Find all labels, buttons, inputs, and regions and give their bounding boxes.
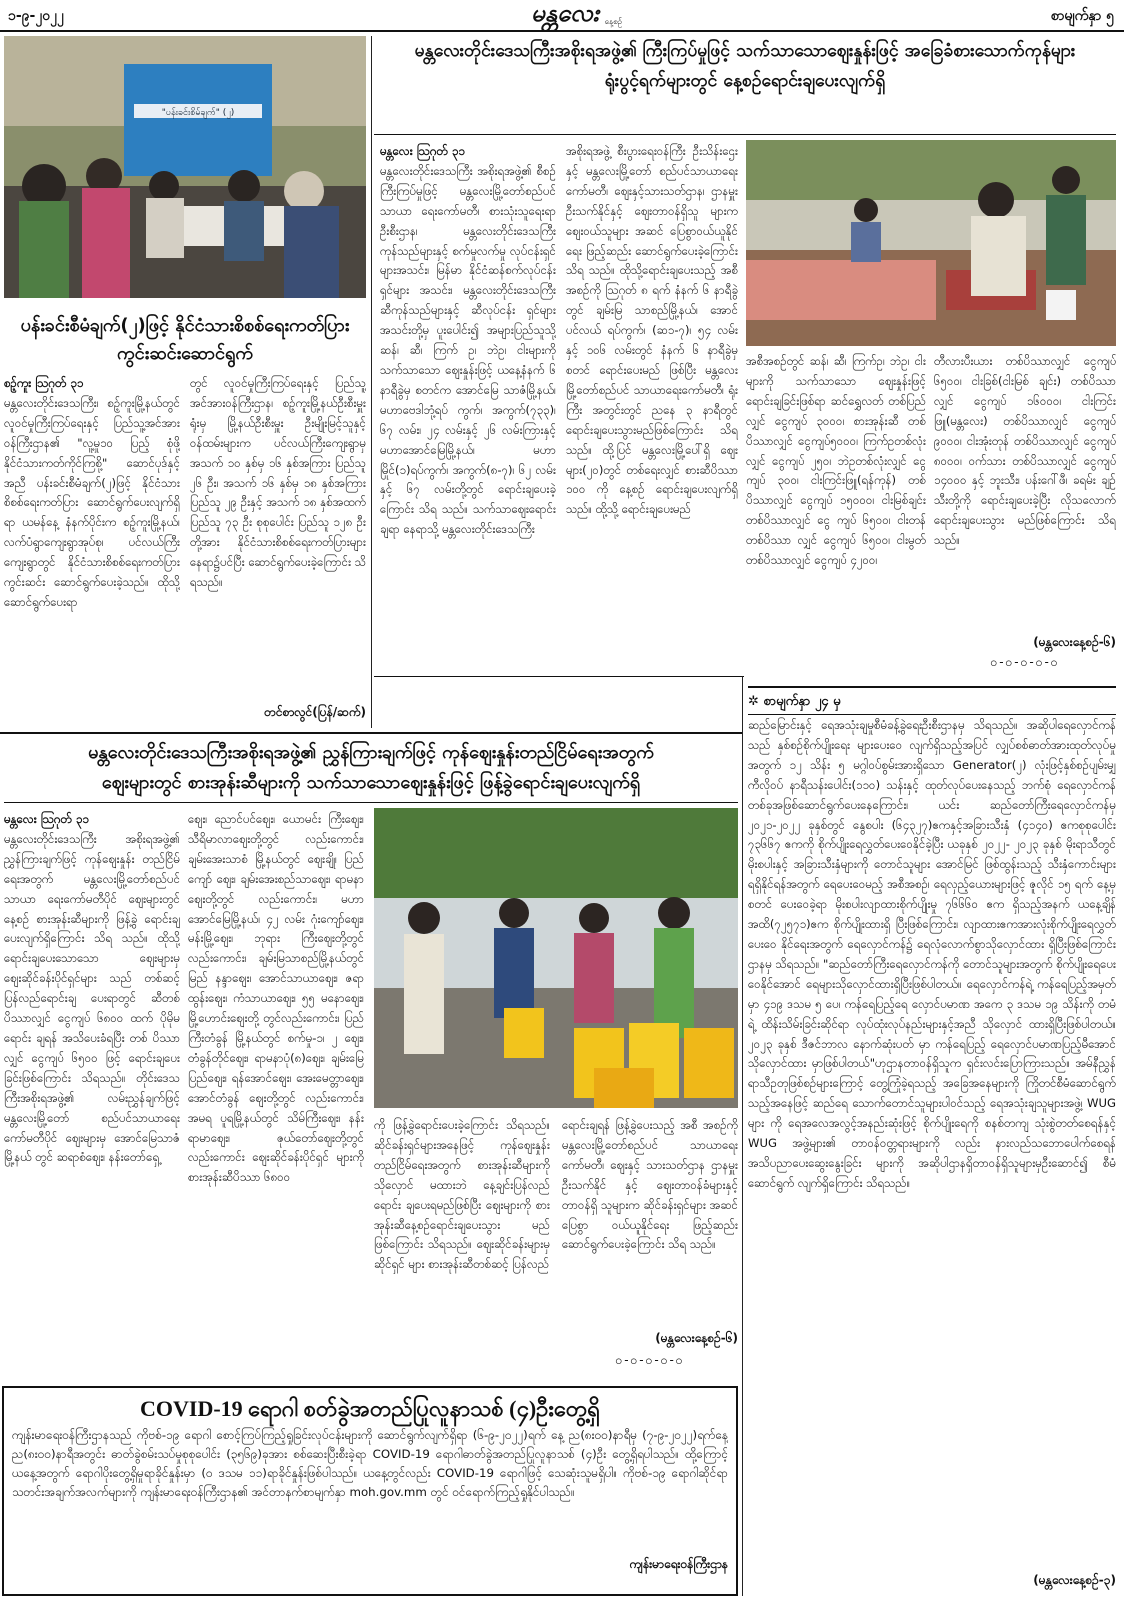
headline-line-2: ရုံးပွင့်ရက်များတွင် နေ့စဉ်ရောင်းချပေးလျက်ရှိ [604,71,886,91]
masthead-title: မန္တလေး [531,0,599,27]
body-text: အစိုးရအဖွဲ့ စီးပွားရေးဝန်ကြီး ဦးသိန်းဌေးနှင့် မန္တလေးမြို့တော် စည်ပင်သာယာရေးကော်မတီ၊ ဈေးနှင့်သားသတ်ဌာန၊ ဌာနမှူး ဦးသက်နိုင်နှင့် ဈေးတာဝန်ရှိသူ များက ဈေးဝယ်သူများ အဆင် ပြေစွာဝယ်ယူနိုင်ရေး ဖြည့်ဆည်း ဆောင်ရွက်ပေးခဲ့ကြောင်း သိရ သည်။ ထိုသို့ရောင်းချပေးသည့် အစီ အစဉ်ကို ဩဂုတ် ၈ ရက် နံနက် ၆ နာရီခွဲတွင် ချမ်းမြ သာစည်မြို့နယ်၊ အောင်ပင်လယ် ရပ်ကွက်၊ (ဆ၁-၇)၊ ၅၄ လမ်း နှင့် ၁၀၆ လမ်းတွင် နံနက် ၆ နာရီခွဲမှစတင် ရောင်းပေးမည် ဖြစ်ပြီး မန္တလေးမြို့တော်စည်ပင် သာယာရေးကော်မတီ၊ ရုံးကြီး အတွင်းတွင် ညနေ ၃ နာရီတွင် ရောင်းချပေးသွားမည်ဖြစ်ကြောင်း သိရသည်။ ထို့ပြင် မန္တလေးမြို့ပေါ်ရှိ ဈေးများ(၂၀)တွင် တစ်ရေးလျှင် စားဆီပိဿာ ၁၀၀ ကို နေ့စဉ် ရောင်းချပေးလျက်ရှိသည်။ ထို့သို့ ရောင်းချပေးမည် [566,144,738,517]
covid-signature: ကျန်းမာရေးဝန်ကြီးဌာန [629,1557,728,1571]
body-text: တီလားပီးယား တစ်ပိဿာလျှင် ငွေကျပ် ၆၅၀၀၊ ငါးခြစ်(ငါးမြစ် ချင်း) တစ်ပိဿာလျှင် ငွေကျပ် ၁၆၀၀၀၊ ငါးကြင်းဖြူ(မန္တလေး) တစ်ပိဿာလျှင် ငွေကျပ် ၉၀၀၀၊ ငါးအုံးတုန် တစ်ပိဿာလျှင် ငွေကျပ် ၈၀၀၀၊ ဝက်သား တစ်ပိဿာလျှင် ငွေကျပ် ၁၄၀၀၀ နှင့် ဘူးသီး၊ ပန်းဂေါ်ဖီ၊ ခရမ်း ချဉ်သီးတို့ကို ရောင်းချပေးခဲ့ပြီး လိုသလောက် ရောင်းချပေးသွား မည်ဖြစ်ကြောင်း သိရသည်။ [934,354,1116,548]
body-text: အစီအစဉ်တွင် ဆန်၊ ဆီ၊ ကြက်ဥ၊ ဘဲဥ၊ ငါးများကို သက်သာသော ဈေးနှုန်းဖြင့် ရောင်းချခြင်းဖြစ်ရာ ဆင်ရွှေလတ် တစ်ပြည်လျှင် ငွေကျပ် ၃၀၀၀၊ စားအုန်းဆီ တစ် ပိဿာလျှင် ငွေကျပ်၅၀၀၀၊ ကြက်ဥတစ်လုံးလျှင် ငွေကျပ် ၂၅၀၊ ဘဲဥတစ်လုံးလျှင် ငွေကျပ် ၃၀၀၊ ငါးကြင်းဖြူ(ရန်ကုန်) တစ် ပိဿာလျှင် ငွေကျပ် ၁၅၀၀၀၊ ငါးမြစ်ချင်း တစ်ပိဿာလျှင် ငွေ ကျပ် ၆၅၀၀၊ ငါးတန်တစ်ပိဿာ လျှင် ငွေကျပ် ၆၅၀၀၊ ငါးမွတ် တစ်ပိဿာလျှင် ငွေကျပ် ၄၂၀၀၊ [746,354,926,568]
body-text: မန္တလေးတိုင်းဒေသကြီး၊ စဉ့်ကူးမြို့နယ်တွင် လူဝင်မှုကြီးကြပ်ရေးနှင့် ပြည်သူ့အင်အားဝန်ကြီးဌာန၏ "လူ့မှု၁၀ ပြည့် စုံဖို့ နိုင်ငံသားကတ်ကိုင်ကြစို့" ဆောင်ပုဒ်နှင့်အညီ ပန်းခင်းစီမံချက်(၂)ဖြင့် နိုင်ငံသားစိစစ်ရေးကတ်ပြား ဆောင်ရွက်ပေးလျက်ရှိရာ ယမန်နေ့ နံနက်ပိုင်းက စဉ့်ကူးမြို့နယ်၊ လက်ပံရွာကျေးရွာအုပ်စု၊ ပင်လယ်ကြီးကျေးရွာတွင် နိုင်ငံသားစိစစ်ရေးကတ်ပြား ကွင်းဆင်း ဆောင်ရွက်ပေးခဲ့သည်။ ထိုသို့ ဆောင်ရွက်ပေးရာ [4,395,180,609]
photo-citizenship-card [4,36,366,298]
byline: မန္တလေး ဩဂုတ် ၃၁ [380,144,465,158]
end-mark: ၀-၀-၀-၀-၀ [615,1353,685,1367]
body-text: ရောင်းချရန် ဖြန့်ခွဲပေးသည့် အစီ အစဉ်ကို မန္တလေးမြို့တော်စည်ပင် သာယာရေးကော်မတီ၊ ဈေးနှင့် သားသတ်ဌာန ဌာနမှူး ဦးသက်နိုင် နှင့် ဈေးတာဝန်ခံများနှင့် တာဝန်ရှိ သူများက ဆိုင်ခန်းရှင်များ အဆင် ပြေစွာ ဝယ်ယူနိုင်ရေး ဖြည့်ဆည်း ဆောင်ရွက်ပေးခဲ့ကြောင်း သိရ သည်။ [562,1118,738,1252]
body-text: ဈေး၊ ညောင်ပင်ဈေး၊ ယောမင်း ကြီးဈေး၊ သီရိမာလာဈေးတို့တွင် လည်းကောင်း၊ ချမ်းအေးသာစံ မြို့နယ်တွင် ဈေးချို၊ ပြည်ကျော် ဈေး၊ ချမ်းအေးစည်သာဈေး၊ ရာမနာဈေးတို့တွင် လည်းကောင်း၊ မဟာအောင်မြေမြို့နယ်၊ ၄၂ လမ်း ဂုံးကျော်ဈေး၊ မန်းမြို့ဈေး၊ ဘုရား ကြီးဈေးတို့တွင် လည်းကောင်း၊ ချမ်းမြသာစည်မြို့နယ်တွင် မြည် နန္ဒာဈေး၊ အောင်သာယာဈေး၊ ဇရာထွန်းဈေး၊ ကံသာယာဈေး၊ ၅၅ မနောဈေး၊ မြို့ဟောင်းဈေးတို့ တွင်လည်းကောင်း၊ ပြည်ကြီးတံခွန် မြို့နယ်တွင် စက်မှု-၁၊ ၂ ဈေး၊ တံခွန်တိုင်ဈေး၊ ရာမနာပုံ(၈)ဈေး၊ ချမ်းမြေပြည်ဈေး၊ ရန်အောင်ဈေး၊ အေးမေတ္တာဈေး၊ အောင်တံခွန် ဈေးတို့တွင် လည်းကောင်း၊ အမရ ပူရမြို့နယ်တွင် သိမ်ကြီးဈေး၊ နန်း ရာမာဈေး၊ ဇုယ်တော်ဈေးတို့တွင် လည်းကောင်း ဈေးဆိုင်ခန်းပိုင်ရှင် များကို စားအုန်းဆီပိဿာ ၆၈၀၀ [188,812,364,1185]
right-top-col-1 [380,142,556,742]
continued-from-label: ✲ စာမျက်နှာ ၂၄ မှ [748,686,1116,715]
divider [374,676,744,677]
column-divider [371,36,372,728]
covid-headline: COVID-19 ရောဂါ စတ်ခွဲအတည်ပြုလူနာသစ် (၄)ဦးတွေ့ရှိ [140,1396,600,1421]
headline-line-2: ကွင်းဆင်းဆောင်ရွက် [117,343,253,364]
left-top-headline [4,312,366,368]
continuation-body [748,716,1116,1566]
body-text: မန္တလေးတိုင်းဒေသကြီး အစိုးရအဖွဲ့၏ ညွှန်ကြားချက်ဖြင့် ကုန်ဈေးနှုန်း တည်ငြိမ်ရေးအတွက် မန္တလေးမြို့တော်စည်ပင်သာယာ ရေးကော်မတီပိုင် ဈေးများတွင် နေ့စဉ် စားအုန်းဆီများကို ဖြန့်ခွဲ ရောင်းချပေးလျက်ရှိကြောင်း သိရ သည်။ ထိုသို့ရောင်းချပေးသောသော ဈေးများမှ ဈေးဆိုင်ခန်းပိုင်ရှင်များ သည် တစ်ဆင့်ပြန်လည်ရောင်းချ ပေးရာတွင် ဆီတစ်ပိဿာလျှင် ငွေကျပ် ၆၈၀၀ ထက် ပိုမိုမရောင်း ချရန် အသိပေးခံရပြီး တစ် ပိဿာလျှင် ငွေကျပ် ၆၅၀၀ ဖြင့် ရောင်းချပေးခြင်းဖြစ်ကြောင်း သိရသည်။ တိုင်းဒေသကြီးအစိုးရအဖွဲ့၏ လမ်းညွှန်ချက်ဖြင့် မန္တလေးမြို့တော် စည်ပင်သာယာရေးကော်မတီပိုင် ဈေးများမှ အောင်မြေသာဇံမြို့နယ် တွင် ဆရာစံဈေး၊ နန်းတော်ရှေ့ [4,831,180,1165]
body-text: မန္တလေးတိုင်းဒေသကြီး အစိုးရအဖွဲ့၏ စီစဉ်ကြီးကြပ်မှုဖြင့် မန္တလေးမြို့တော်စည်ပင်သာယာ ရေးကော်မတီ၊ စားသုံးသူရေးရာ ဦးစီးဌာန၊ မန္တလေးတိုင်းဒေသကြီး ကုန်သည်များနှင့် စက်မှုလက်မှု လုပ်ငန်းရှင်များအသင်း၊ မြန်မာ နိုင်ငံဆန်စက်လုပ်ငန်းရှင်များ အသင်း၊ မန္တလေးတိုင်းဒေသကြီး ဆီကုန်သည်များနှင့် ဆီလုပ်ငန်း ရှင်များအသင်းတို့မှ ပူးပေါင်း၍ အများပြည်သူသို့ ဆန်၊ ဆီ၊ ကြက် ဥ၊ ဘဲဥ၊ ငါးများကို သက်သာသော ဈေးနှုန်းဖြင့် ယနေ့နံနက် ၆ နာရီခွဲမှ စတင်က အောင်မြေ သာဇံမြို့နယ်၊ မဟာဗေဒါဘုံ့ရပ် ကွက်၊ အကွက်(၇၃၃)၊ ၆၇ လမ်း၊ ၂၄ လမ်းနှင့် ၂၆ လမ်းကြားနှင့် မဟာအောင်မြေမြို့နယ်၊ မဟာ မြိုင်(၁)ရပ်ကွက်၊ အကွက်(၈-၇)၊ ၆၂ လမ်းနှင့် ၆၇ လမ်းတို့တွင် ရောင်းချပေးခဲ့ကြောင်း သိရ သည်။ သက်သာဈေးရောင်းချရာ နေရာသို့ မန္တလေးတိုင်းဒေသကြီး [380,163,556,537]
headline-line-1: ပန်းခင်းစီမံချက်(၂)ဖြင့် နိုင်ငံသားစိစစ်ရေးကတ်ပြား [20,315,350,336]
covid-box [2,1386,738,1596]
right-top-headline [374,36,1116,96]
right-top-col-2 [566,142,738,742]
banner-text: "ပန်းခင်းစိမ်ချက်" (၂) [161,108,235,118]
headline-line-1: မန္တလေးတိုင်းဒေသကြီးအစိုးရအဖွဲ့၏ ညွှန်ကြားချက်ဖြင့် ကုန်ဈေးနှုန်းတည်ငြိမ်ရေးအတွက် [88,742,654,763]
issue-date: ၁-၉-၂၀၂၂ [8,8,64,24]
page-number: စာမျက်နှာ ၅ [1050,8,1114,24]
body-text: တွင် လူဝင်မှုကြီးကြပ်ရေးနှင့် ပြည်သူ့အင်အားဝန်ကြီးဌာန၊ စဉ့်ကူးမြို့နယ်ဦးစီးမှူးရုံးမှ မြို့နယ်ဦးစီးမှူး ဦးမျိုးမြင့်သူနှင့် ဝန်ထမ်းများက ပင်လယ်ကြီးကျေးရွာမှ အသက် ၁၀ နှစ်မှ ၁၆ နှစ်အကြား ပြည်သူ ၂၆ ဦး၊ အသက် ၁၆ နှစ်မှ ၁၈ နှစ်အကြား ပြည်သူ ၂၉ ဦးနှင့် အသက် ၁၈ နှစ်အထက် ပြည်သူ ၇၃ ဦး စုစုပေါင်း ပြည်သူ ၁၂၈ ဦးတို့အား နိုင်ငံသားစိစစ်ရေးကတ်ပြားများ နေရာ၌ပင်ပြီး ဆောင်ရွက်ပေးခဲ့ကြောင်း သိရသည်။ [190,376,366,590]
right-top-col-4 [934,352,1116,622]
middle-col-4 [562,1116,738,1286]
header-rule [0,30,1124,32]
signature: (မန္တလေးနေ့စဉ်-၆) [1033,635,1116,649]
photo-market [746,140,1116,346]
headline-rule [4,802,738,803]
headline-line-1: မန္တလေးတိုင်းဒေသကြီးအစိုးရအဖွဲ့၏ ကြီးကြပ်မှုဖြင့် သက်သာသောဈေးနှုန်းဖြင့် အခြေခံစားသောက်ကုန်များ [414,41,1076,61]
end-mark: ၀-၀-၀-၀-၀ [990,655,1060,669]
right-top-col-3 [746,352,926,662]
photo-palm-oil [374,808,738,1108]
masthead-sub: နေ့စဉ် [604,17,622,26]
left-top-col-2 [190,374,366,704]
star-icon: ✲ [748,694,764,709]
byline: စဉ့်ကူး ဩဂုတ် ၃၁ [4,376,84,390]
left-top-col-1 [4,374,180,724]
body-text: ကို ဖြန့်ခွဲရောင်းပေးခဲ့ကြောင်း သိရသည်။ ဆိုင်ခန်းရှင်များအနေဖြင့် ကုန်ဈေးနှုန်းတည်ငြိမ်ရေးအတွက် စားအုန်းဆီများကို သိုလှောင် မထားဘဲ နေ့ချင်းပြန်လည်ရောင်း ချပေးရမည်ဖြစ်ပြီး ဈေးများကို စားအုန်းဆီနေ့စဉ်ရောင်းချပေးသွား မည်ဖြစ်ကြောင်း သိရသည်။ ဈေးဆိုင်ခန်းများမှ ဆိုင်ရှင် များ စားအုန်းဆီတစ်ဆင့် ပြန်လည် [374,1118,550,1272]
headline-rule [374,134,1116,135]
section-rule [0,732,742,734]
signature: (မန္တလေးနေ့စဉ်-၃) [1033,1573,1116,1587]
headline-line-2: ဈေးများတွင် စားအုန်းဆီများကို သက်သာသောဈေးနှုန်းဖြင့် ဖြန့်ခွဲရောင်းချပေးလျက်ရှိ [101,772,641,793]
byline: မန္တလေး ဩဂုတ် ၃၁ [4,812,89,826]
column-divider [742,676,743,1596]
signature: တင်စာလွင်(ပြန်/ဆက်) [264,705,366,719]
covid-body: ကျန်းမာရေးဝန်ကြီးဌာနသည် ကိုဗစ်-၁၉ ရောဂါ စောင့်ကြပ်ကြည့်ရှုခြင်းလုပ်ငန်းများကို ဆောင်ရွက်လျက်ရှိရာ (၆-၉-၂၀၂၂)ရက် နေ့ ည(၈း၀၀)နာရီမှ (၇-၉-၂၀၂၂)ရက်နေ့ ည(၈း၀၀)နာရီအတွင်း ဓာတ်ခွဲစမ်းသပ်မှုစုစုပေါင်း (၃၅၆၉)ခုအား စစ်ဆေးပြီးစီးခဲ့ရာ COVID-19 ရောဂါဓာတ်ခွဲအတည်ပြုလူနာသစ် (၄)ဦး တွေ့ရှိရပါသည်။ ထို့ကြောင့် ယနေ့အတွက် ရောဂါပိုးတွေ့ရှိမှုရာခိုင်နှုန်းမှာ (၀ ဒသမ ၁၁)ရာခိုင်နှုန်းဖြစ်ပါသည်။ ယနေ့တွင်လည်း COVID-19 ရောဂါဖြင့် သေဆုံးသူမရှိပါ။ ကိုဗစ်-၁၉ ရောဂါဆိုင်ရာ သတင်းအချက်အလက်များကို ကျန်းမာရေးဝန်ကြီးဌာန၏ အင်တာနက်စာမျက်နှာ moh.gov.mm တွင် ဝင်ရောက်ကြည့်ရှုနိုင်ပါသည်။ [12,1428,728,1499]
middle-col-3 [374,1116,550,1326]
signature: (မန္တလေးနေ့စဉ်-၆) [655,1331,738,1345]
middle-headline [4,738,738,798]
body-text: ဆည်မြောင်းနှင့် ရေအသုံးချမှုစီမံခန့်ခွဲရေးဦးစီးဌာနမှ သိရသည်။ အဆိုပါရေလှောင်ကန်သည် နှစ်စဉ်စိုက်ပျိုးရေး များပေးဝေ လျက်ရှိသည့်အပြင် လျှပ်စစ်ဓာတ်အားထုတ်လုပ်မှုအတွက် ၁၂ သိန်း ၅ မဂ္ဂါဝပ်စွမ်းအားရှိသော Generator(၂) လုံးဖြင့်နှစ်စဉ်ပျမ်းမျှ ကီလိုဝပ် နာရီသန်းပေါင်း(၁၁၀) သန်းနှင့် ထုတ်လုပ်ပေးနေသည့် ဘက်စုံ ရေလှောင်ကန် တစ်ခုအဖြစ်ဆောင်ရွက်ပေးနေကြောင်း၊ ယင်း ဆည်တော်ကြီးရေလှောင်ကန်မှ ၂၀၂၁-၂၀၂၂ ခုနှစ်တွင် နွေစပါး (၆၄၃၂၇)ဧကနှင့်အခြားသီးနှံ (၄၁၄၀) ဧကစုစုပေါင်း ၇၃၆၆၇ ဧကကို စိုက်ပျိုးရေလွှတ်ပေးဝေနိုင်ခဲ့ပြီး ယခုနှစ် ၂၀၂၂- ၂၀၂၃ ခုနှစ် မိုးရာသီတွင်မိုးစပါးနှင့် အခြားသီးနှံများကို တောင်သူများ အောင်မြင် ဖြစ်ထွန်းသည့် သီးနှံကောင်းများရရှိနိုင်ရန်အတွက် ရေပေးဝေမည့် အစီအစဉ်၊ ရေလှည့်ယေားများဖြင့် ဇူလိုင် ၁၅ ရက် နေ့မှစတင် ပေးဝေခဲ့ရာ မိုးစပါးလျာထားစိုက်ပျိုးမှု ၇၆၆၆၀ ဧက ရှိသည့်အနက် ယနေ့ချိန်အထိ(၇၂၅၇၁)ဧက စိုက်ပျိုးထားရှိ ပြီးဖြစ်ကြောင်း၊ လျာထားဧကအားလုံးစိုက်ပျိုးရေလွှတ်ပေးဝေ နိုင်ရေးအတွက် ရေလှောင်ကန်၌ ရေလုံလောက်စွာသိုလှောင်ထား ရှိပြီးဖြစ်ကြောင်း ဌာနမှ သိရသည်။ "ဆည်တော်ကြီးရေလှောင်ကန်ကို တောင်သူများအတွက် စိုက်ပျိုးရေပေးဝေနိုင်အောင် ရေများသိုလှောင်ထားရှိပြီးဖြစ်ပါတယ်။ ရေလှောင်ကန်ရဲ့ ကန်ရေပြည့်အမှတ်မှာ ၄၁၉ ဒသမ ၅ ပေ၊ ကန်ရေပြည့်ရေ လှောင်ပမာဏ အကေ ၃ ဒသမ ၁၉ သိန်းကို တမံရဲ့ ထိန်းသိမ်းခြင်းဆိုင်ရာ လုပ်ထုံးလုပ်နည်းများနှင့်အညီ သိုလှောင် ထားရှိပြီးဖြစ်ပါတယ်။ ၂၀၂၃ ခုနှစ် ဒီဇင်ဘာလ နောက်ဆုံးပတ် မှာ ကန်ရေပြည့် ရေလှောင်ပမာဏပြည့်မီအောင် သိုလှောင်ထား မှာဖြစ်ပါတယ်"ဟုဌာနတာဝန်ရှိသူက ရှင်းလင်းပြောကြားသည်။ အမ်နီညွှန်ရာသီဥတုဖြစ်စဉ်များကြောင့် တွေ့ကြုံခဲ့ရသည့် အခြေအနေများကို ကြိုတင်စီမံဆောင်ရွက်သည့်အနေဖြင့် ဆည်ရေ သောက်တောင်သူများပါဝင်သည့် ရေအသုံးချသူများအဖွဲ့၊ WUG များ ကို ရေအလေအလွင့်အနည်းဆုံးဖြင့် စိုက်ပျိုးရေကို စနစ်တကျ သုံးစွဲတတ်စေရန်နှင့် WUG အဖွဲ့များ၏ တာဝန်ဝတ္တရားများကို လည်း နားလည်သဘောပေါက်စေရန် အသိပညာပေးဆွေးနွေးခြင်း များကို အဆိုပါဌာနရှိတာဝန်ရှိသူများမှဦးဆောင်၍ စီမံဆောင်ရွက် လျက်ရှိကြောင်း သိရသည်။ [748,718,1116,1190]
masthead-logo [500,0,630,30]
